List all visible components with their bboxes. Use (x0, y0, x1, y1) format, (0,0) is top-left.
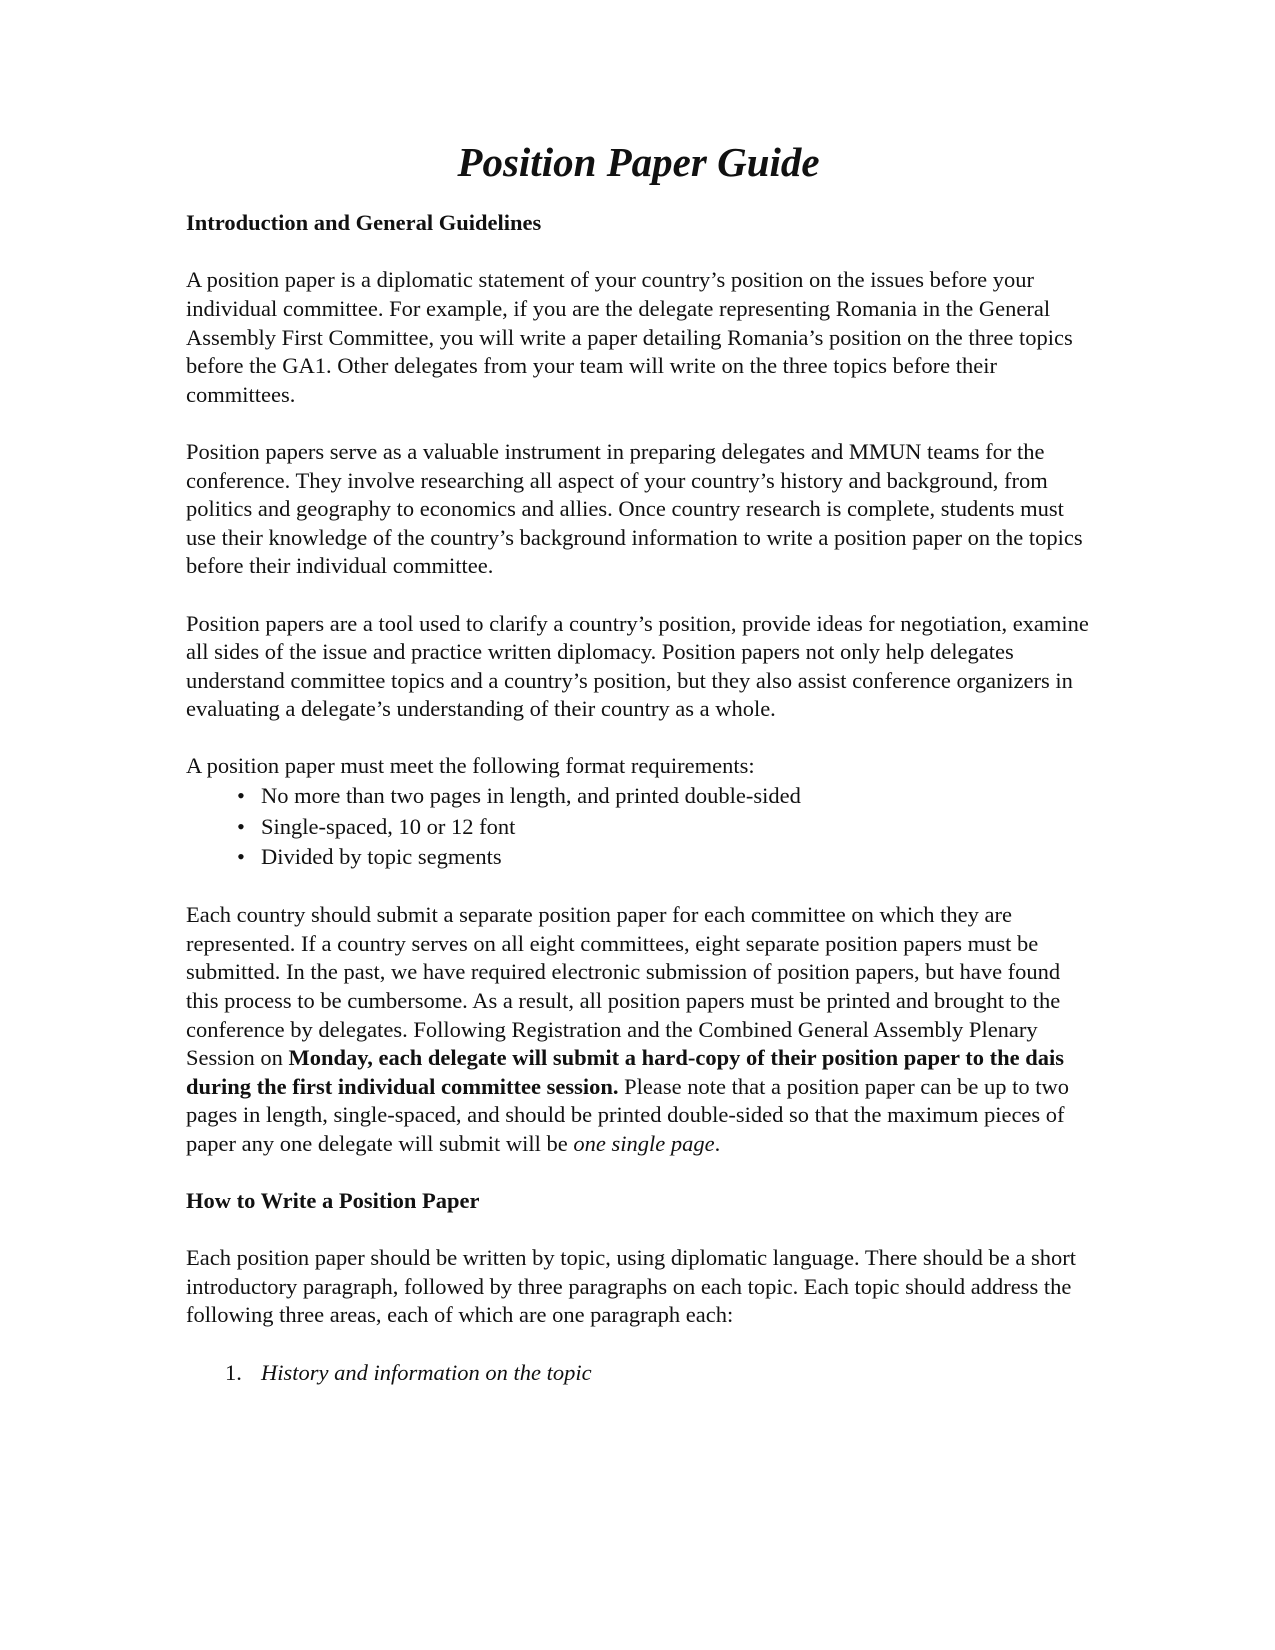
list-item-text: No more than two pages in length, and printed double-sided (261, 783, 801, 809)
paragraph-format-intro: A position paper must meet the following format requirements: (186, 753, 755, 779)
submission-text-continued: Please note that a position paper can be up to two pages in length, single-spaced, and should be printed double-sided so that the maximum pieces of paper any one delegate will submit will be (186, 1073, 1070, 1156)
document-page (186, 138, 1091, 1387)
section-heading-introduction: Introduction and General Guidelines (186, 210, 542, 236)
paragraph-structure: Each position paper should be written by topic, using diplomatic language. There should be a short introductory paragraph, followed by three paragraphs on each topic. Each topic should address the following three areas, each of which are one paragraph each: (186, 1245, 1077, 1328)
list-item (186, 812, 1091, 843)
submission-text: Each country should submit a separate position paper for each committee on which they are represented. If a country serves on all eight committees, eight separate position papers must be submitted. In the past, we have required electronic submission of position papers, but have found this process to be cumbersome. As a result, all position papers must be printed and brought to the conference by delegates. Following Registration and the Combined General Assembly Plenary Session on (186, 902, 1061, 1071)
list-item-number: 1. (225, 1359, 242, 1385)
list-item (186, 781, 1091, 812)
submission-deadline-bold: Monday, each delegate will submit a hard-copy of their position paper to the dais during the first individual committee session. (186, 1045, 1064, 1099)
paragraph-instrument: Position papers serve as a valuable instrument in preparing delegates and MMUN teams for the conference. They involve researching all aspect of your country’s history and background, from politics and geography to economics and allies. Once country research is complete, students must use their knowledge of the country’s background information to write a position paper on the topics before their individual committee. (186, 438, 1083, 579)
paragraph-tool: Position papers are a tool used to clarify a country’s position, provide ideas for negotiation, examine all sides of the issue and practice written diplomacy. Position papers not only help delegates understand committee topics and a country’s position, but they also assist conference organizers in evaluating a delegate’s understanding of their country as a whole. (186, 610, 1089, 722)
bullet-icon: • (237, 783, 245, 809)
list-item-text: Single-spaced, 10 or 12 font (261, 813, 516, 839)
list-item-text: Divided by topic segments (261, 844, 502, 870)
paragraph-submission (186, 901, 1091, 1158)
list-item-text: History and information on the topic (261, 1359, 592, 1385)
submission-emphasis: one single page (573, 1130, 715, 1156)
paragraph-definition: A position paper is a diplomatic statement of your country’s position on the issues before your individual committee. For example, if you are the delegate representing Romania in the General Assembly First Committee, you will write a paper detailing Romania’s position on the three topics before the GA1. Other delegates from your team will write on the three topics before their committees. (186, 267, 1073, 407)
list-item (186, 1359, 1091, 1388)
section-heading-how-to-write: How to Write a Position Paper (186, 1188, 480, 1214)
document-title: Position Paper Guide (457, 139, 820, 185)
bullet-icon: • (237, 844, 245, 870)
format-requirements-list (186, 781, 1091, 873)
submission-end: . (714, 1130, 721, 1156)
bullet-icon: • (237, 813, 245, 839)
list-item (186, 842, 1091, 873)
topic-areas-list (186, 1359, 1091, 1388)
